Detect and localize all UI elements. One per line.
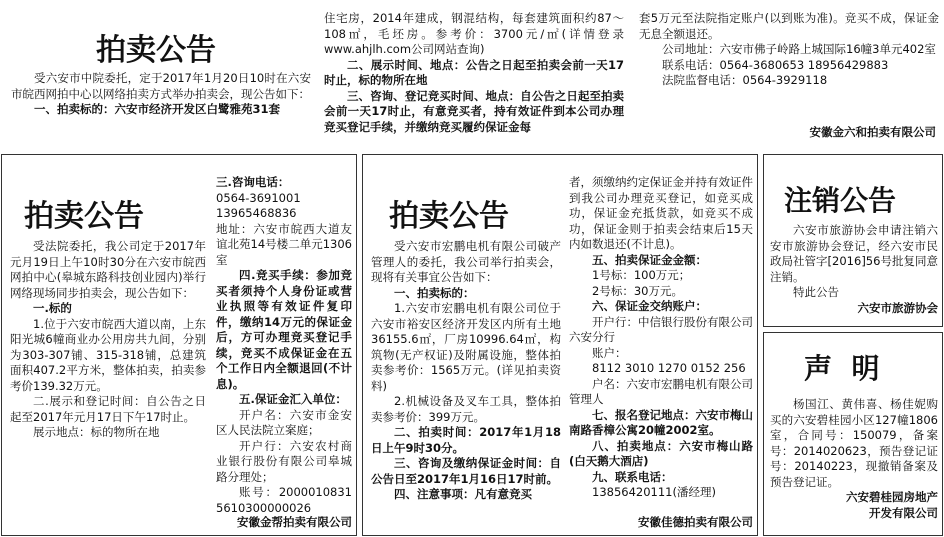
notice-title: 注销公告: [784, 184, 897, 217]
notice-paragraph: 二、拍卖时间：2017年1月18日上午9时30分。: [371, 425, 561, 455]
notice-paragraph: 住宅房，2014年建成，钢混结构，每套建筑面积约87～108㎡，毛坯房。参考价：3700元/㎡(详情登录www.ahjlh.com公司网站查询): [324, 11, 624, 56]
notice-paragraph: 套5万元至法院指定账户(以到账为准)。竞买不成，保证金无息全额退还。: [639, 11, 939, 41]
notice-paragraph: 八、拍卖地点：六安市梅山路(白天鹅大酒店): [569, 438, 753, 468]
notice-paragraph: 公司地址：六安市佛子岭路上城国际16幢3单元402室: [662, 42, 936, 56]
notice-paragraph: 杨国江、黄伟喜、杨佳妮购买的六安碧桂园小区127幢1806室，合同号：150079，备案号：2014020623，预告登记证号：20140223，现撤销备案及预告登记证。: [770, 397, 938, 489]
notice-paragraph: 1.六安市宏鹏电机有限公司位于六安市裕安区经济开发区内所有土地36155.6㎡，厂房10996.64㎡，构筑物(无产权证)及附属设施，整体拍卖参考价：1565万元。(详见拍卖资料): [371, 301, 561, 393]
auction-notice-jiade: [362, 154, 758, 536]
auction-notice-jinliuhe: [1, 1, 943, 147]
notice-title: 声 明: [804, 352, 880, 385]
notice-column-2: [216, 175, 352, 516]
notice-paragraph: 1号标：100万元；: [592, 268, 691, 282]
notice-column-2: [324, 11, 624, 135]
notice-title: 拍卖公告: [24, 199, 144, 234]
notice-paragraph: 三.咨询电话：: [216, 175, 290, 189]
notice-paragraph: 联系电话：0564-3680653 18956429883: [662, 57, 889, 72]
notice-paragraph: 展示地点：标的物所在地: [33, 425, 160, 439]
notice-paragraph: 一、拍卖标的：: [394, 285, 475, 300]
phone-number: 13965468836: [216, 206, 297, 220]
notice-paragraph: 五.保证金汇入单位：: [239, 392, 347, 406]
notice-body: [770, 223, 938, 316]
notice-signature: 安徽金六和拍卖有限公司: [809, 125, 936, 139]
notice-paragraph: 七、报名登记地点：六安市梅山南路香樟公寓20幢2002室。: [569, 407, 753, 437]
notice-paragraph: 1.位于六安市皖西大道以南，上东阳光城6幢商业办公用房共九间，分别为303-307铺、315-318铺，总建筑面积407.2平方米，整体拍卖，拍卖参考价139.32万元。: [10, 316, 206, 393]
statement-notice: [763, 332, 943, 536]
notice-paragraph: 一、拍卖标的：六安市经济开发区白鹭雅苑31套: [34, 102, 281, 116]
notice-paragraph: 开户名：六安市金安区人民法院立案庭；: [216, 407, 352, 437]
auction-notice-jinbang: [1, 154, 357, 536]
notice-title: 拍卖公告: [389, 199, 509, 234]
phone-number: 13856420111(潘经理): [592, 485, 716, 499]
notice-paragraph: 六、保证金交纳账户：: [592, 299, 707, 313]
notice-signature-line-1: 六安碧桂园房地产: [846, 490, 938, 504]
notice-paragraph: 六安市旅游协会申请注销六安市旅游协会登记，经六安市民政局社管字[2016]56号批复同意注销。: [770, 223, 938, 284]
notice-column-1: [11, 71, 311, 118]
notice-signature: 六安市旅游协会: [857, 300, 938, 315]
notice-signature: 安徽佳德拍卖有限公司: [638, 515, 753, 529]
notice-column-3: [639, 11, 939, 89]
notice-paragraph: 三、咨询及缴纳保证金时间：自公告日至2017年1月16日17时前。: [371, 456, 561, 486]
notice-signature: 安徽金帮拍卖有限公司: [237, 515, 352, 529]
notice-body: [770, 397, 938, 521]
notice-paragraph: 开户行：六安农村商业银行股份有限公司皋城路分理处；: [216, 438, 352, 484]
notice-paragraph: 者，须缴纳约定保证金并持有效证件到我公司办理竞买登记，如竞买成功，保证金充抵货款，如竞买不成功，保证金则于拍卖会结束后15天内如数退还(不计息)。: [569, 175, 753, 251]
notice-column-1: [10, 239, 206, 441]
notice-paragraph: 账户：: [592, 345, 627, 360]
notice-title: 拍卖公告: [96, 33, 216, 68]
notice-paragraph: 开户行：中信银行股份有限公司六安分行: [569, 314, 753, 344]
notice-paragraph: 九、联系电话：: [592, 469, 673, 484]
notice-column-2: [569, 175, 753, 501]
notice-paragraph: 地址：六安市皖西大道友谊北苑14号楼二单元1306室: [216, 221, 352, 267]
notice-paragraph: 五、拍卖保证金金额：: [592, 252, 707, 267]
notice-paragraph: 户名：六安市宏鹏电机有限公司管理人: [569, 376, 753, 406]
notice-paragraph: 二、展示时间、地点：公告之日起至拍卖会前一天17时止，标的物所在地: [324, 57, 624, 87]
account-number: 账号：20000108315610300000026: [216, 485, 352, 515]
notice-paragraph: 受六安市中院委托，定于2017年1月20日10时在六安市皖西网拍中心以网络拍卖方式举办拍卖会，现公告如下：: [11, 71, 311, 101]
notice-paragraph: 受法院委托，我公司定于2017年元月19日上午10时30分在六安市皖西网拍中心(皋城东路科技创业园内)举行网络现场同步拍卖会，现公告如下：: [10, 239, 206, 300]
notice-paragraph: 2.机械设备及叉车工具，整体拍卖参考价：399万元。: [371, 394, 561, 424]
notice-paragraph: 2号标：30万元。: [592, 283, 683, 298]
account-number: 8112 3010 1270 0152 256: [592, 361, 746, 375]
notice-paragraph: 四.竞买手续：参加竞买者须持个人身份证或营业执照等有效证件复印件，缴纳14万元的保证金后，方可办理竞买登记手续，竞买不成保证金在五个工作日内全额退回(不计息)。: [216, 268, 352, 391]
notice-paragraph: 三、咨询、登记竞买时间、地点：自公告之日起至拍卖会前一天17时止，有意竞买者，持有效证件到本公司办理竞买登记手续，并缴纳竞买履约保证金每: [324, 88, 624, 134]
notice-closing: 特此公告: [793, 285, 839, 299]
notice-signature-line-2: 开发有限公司: [869, 505, 938, 520]
phone-number: 0564-3691001: [216, 190, 301, 205]
deregistration-notice: [763, 154, 943, 327]
notice-paragraph: 二.展示和登记时间：自公告之日起至2017年元月17日下午17时止。: [10, 394, 206, 424]
notice-paragraph: 一.标的: [33, 301, 72, 315]
notice-column-1: [371, 239, 561, 503]
notice-paragraph: 受六安市宏鹏电机有限公司破产管理人的委托，我公司举行拍卖会，现将有关事宜公告如下：: [371, 239, 561, 284]
notice-paragraph: 法院监督电话：0564-3929118: [662, 73, 828, 87]
notice-paragraph: 四、注意事项：凡有意竞买: [394, 487, 532, 501]
